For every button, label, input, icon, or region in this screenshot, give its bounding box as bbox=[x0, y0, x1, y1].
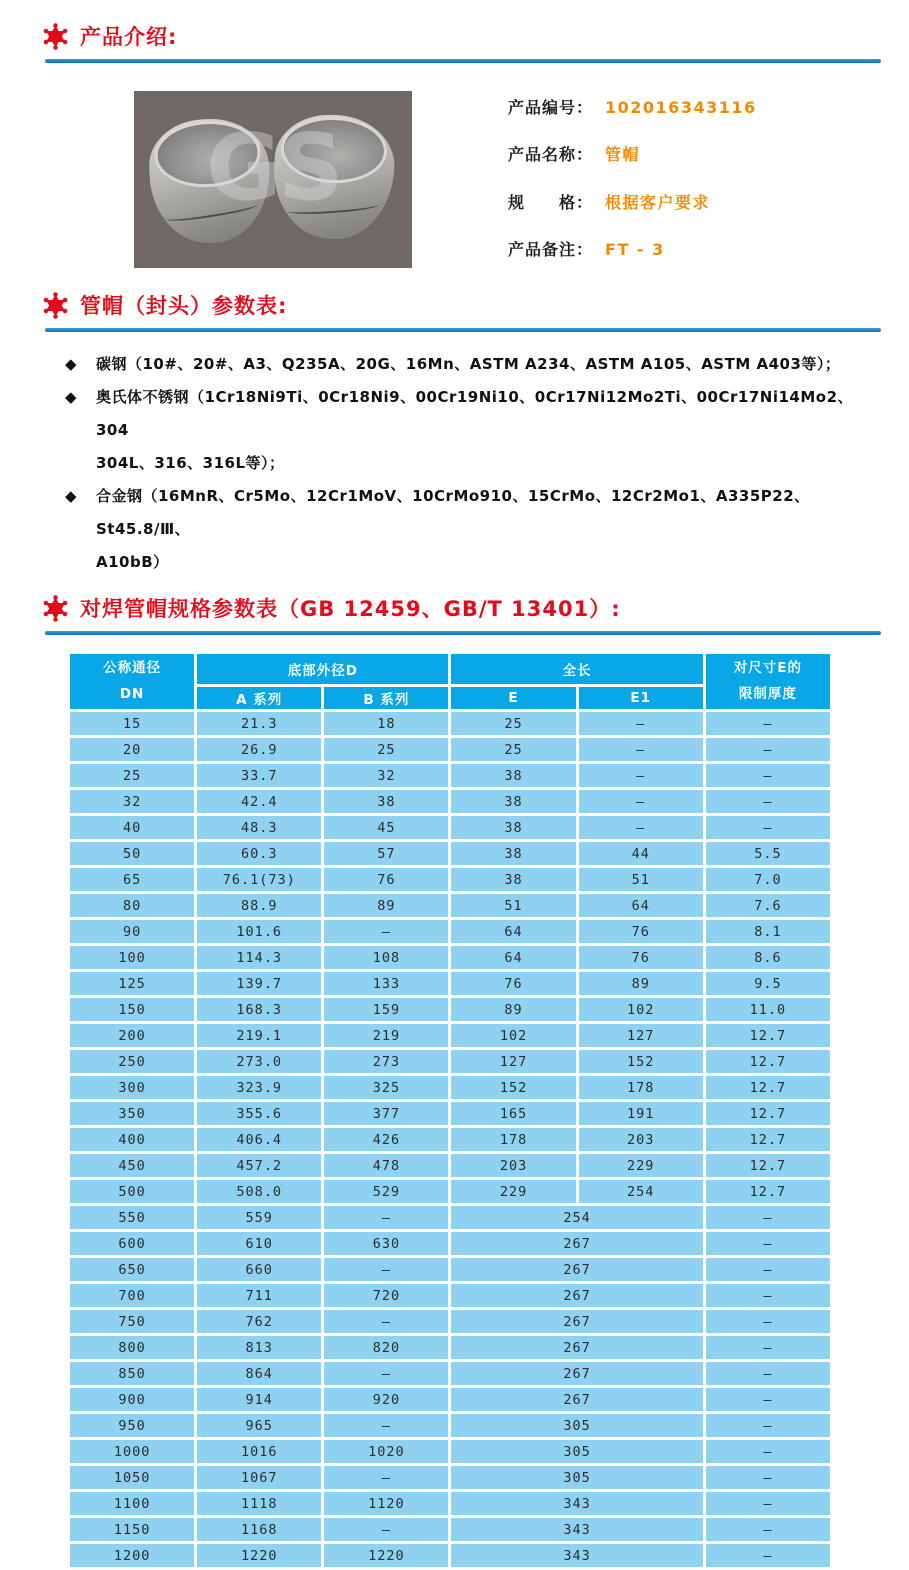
table-cell: 426 bbox=[324, 1128, 448, 1151]
table-row bbox=[70, 1024, 830, 1047]
product-photo bbox=[134, 91, 412, 268]
table-cell: 267 bbox=[451, 1258, 702, 1281]
table-cell: 76.1(73) bbox=[197, 868, 321, 891]
material-text: 合金钢（16MnR、Cr5Mo、12Cr1MoV、10CrMo910、15CrMo、12Cr2Mo1、A335P22、St45.8/Ⅲ、 A10bB） bbox=[96, 487, 810, 571]
table-cell: 12.7 bbox=[706, 1128, 830, 1151]
table-cell: 1220 bbox=[197, 1544, 321, 1567]
field-value: FT - 3 bbox=[605, 239, 665, 259]
table-cell: – bbox=[706, 1518, 830, 1541]
table-row bbox=[70, 1128, 830, 1151]
table-cell: 305 bbox=[451, 1466, 702, 1489]
table-cell: 25 bbox=[451, 712, 575, 735]
table-cell: 76 bbox=[579, 920, 703, 943]
table-cell: 660 bbox=[197, 1258, 321, 1281]
product-block bbox=[134, 91, 909, 268]
table-cell: – bbox=[706, 1284, 830, 1307]
table-cell: 57 bbox=[324, 842, 448, 865]
table-cell: 50 bbox=[70, 842, 194, 865]
table-cell: 150 bbox=[70, 998, 194, 1021]
table-row bbox=[70, 842, 830, 865]
table-row bbox=[70, 1440, 830, 1463]
table-cell: 229 bbox=[451, 1180, 575, 1203]
pipe-cap-left bbox=[147, 116, 273, 246]
table-cell: 125 bbox=[70, 972, 194, 995]
table-cell: 127 bbox=[451, 1050, 575, 1073]
table-cell: 305 bbox=[451, 1440, 702, 1463]
table-cell: – bbox=[706, 764, 830, 787]
table-cell: 38 bbox=[451, 764, 575, 787]
diamond-bullet-icon: ◆ bbox=[65, 487, 77, 505]
table-cell: 750 bbox=[70, 1310, 194, 1333]
table-cell: 559 bbox=[197, 1206, 321, 1229]
table-cell: 60.3 bbox=[197, 842, 321, 865]
table-cell: 21.3 bbox=[197, 712, 321, 735]
table-cell: 250 bbox=[70, 1050, 194, 1073]
table-cell: 12.7 bbox=[706, 1154, 830, 1177]
field-value: 102016343116 bbox=[605, 98, 757, 117]
table-cell: 965 bbox=[197, 1414, 321, 1437]
table-cell: 406.4 bbox=[197, 1128, 321, 1151]
section-divider bbox=[45, 59, 881, 63]
table-cell: 64 bbox=[451, 946, 575, 969]
table-cell: 159 bbox=[324, 998, 448, 1021]
table-row bbox=[70, 946, 830, 969]
spec-table bbox=[67, 651, 833, 1570]
table-cell: 1150 bbox=[70, 1518, 194, 1541]
table-cell: 32 bbox=[324, 764, 448, 787]
table-cell: 529 bbox=[324, 1180, 448, 1203]
table-cell: 12.7 bbox=[706, 1102, 830, 1125]
table-cell: 65 bbox=[70, 868, 194, 891]
table-cell: 168.3 bbox=[197, 998, 321, 1021]
table-row bbox=[70, 1050, 830, 1073]
section-title-spec-table: 对焊管帽规格参数表（GB 12459、GB/T 13401）: bbox=[80, 597, 621, 621]
table-cell: 400 bbox=[70, 1128, 194, 1151]
table-cell: 152 bbox=[579, 1050, 703, 1073]
star-icon bbox=[42, 292, 69, 319]
material-text: 奥氏体不锈钢（1Cr18Ni9Ti、0Cr18Ni9、00Cr19Ni10、0Cr17Ni12Mo2Ti、00Cr17Ni14Mo2、304 304L、316、316L等）； bbox=[96, 388, 854, 472]
col-header-limit-thickness: 对尺寸E的 限制厚度 bbox=[706, 654, 830, 709]
table-cell: 478 bbox=[324, 1154, 448, 1177]
table-cell: – bbox=[706, 1362, 830, 1385]
table-cell: 89 bbox=[579, 972, 703, 995]
table-cell: 45 bbox=[324, 816, 448, 839]
table-cell: 25 bbox=[451, 738, 575, 761]
table-cell: – bbox=[706, 1492, 830, 1515]
table-cell: – bbox=[324, 1518, 448, 1541]
table-cell: 9.5 bbox=[706, 972, 830, 995]
table-cell: – bbox=[324, 1466, 448, 1489]
table-cell: 219 bbox=[324, 1024, 448, 1047]
table-row bbox=[70, 1518, 830, 1541]
material-item bbox=[65, 381, 869, 480]
table-cell: 355.6 bbox=[197, 1102, 321, 1125]
table-cell: – bbox=[706, 1310, 830, 1333]
table-cell: 273.0 bbox=[197, 1050, 321, 1073]
table-cell: – bbox=[324, 1206, 448, 1229]
diamond-bullet-icon: ◆ bbox=[65, 388, 77, 406]
table-cell: 450 bbox=[70, 1154, 194, 1177]
table-cell: 38 bbox=[451, 842, 575, 865]
table-cell: 800 bbox=[70, 1336, 194, 1359]
product-info bbox=[508, 91, 757, 268]
table-row bbox=[70, 1284, 830, 1307]
table-cell: 1200 bbox=[70, 1544, 194, 1567]
table-row bbox=[70, 738, 830, 761]
table-cell: 178 bbox=[451, 1128, 575, 1151]
table-cell: 343 bbox=[451, 1492, 702, 1515]
field-value: 根据客户要求 bbox=[605, 192, 711, 212]
table-row bbox=[70, 1466, 830, 1489]
spec-table-header bbox=[70, 654, 830, 709]
table-cell: 630 bbox=[324, 1232, 448, 1255]
table-cell: 38 bbox=[324, 790, 448, 813]
table-cell: 203 bbox=[451, 1154, 575, 1177]
table-cell: 711 bbox=[197, 1284, 321, 1307]
field-label: 规 格： bbox=[508, 192, 594, 212]
table-cell: – bbox=[706, 1414, 830, 1437]
table-cell: 7.0 bbox=[706, 868, 830, 891]
table-cell: – bbox=[706, 1388, 830, 1411]
table-cell: 20 bbox=[70, 738, 194, 761]
table-cell: 500 bbox=[70, 1180, 194, 1203]
table-cell: 610 bbox=[197, 1232, 321, 1255]
table-cell: 325 bbox=[324, 1076, 448, 1099]
table-cell: 88.9 bbox=[197, 894, 321, 917]
table-row bbox=[70, 1414, 830, 1437]
table-cell: 1100 bbox=[70, 1492, 194, 1515]
table-cell: 26.9 bbox=[197, 738, 321, 761]
section-header-spec-table bbox=[42, 579, 909, 623]
materials-list bbox=[65, 348, 869, 579]
table-cell: 203 bbox=[579, 1128, 703, 1151]
table-cell: 64 bbox=[451, 920, 575, 943]
table-cell: 38 bbox=[451, 790, 575, 813]
table-cell: 178 bbox=[579, 1076, 703, 1099]
field-value: 管帽 bbox=[605, 145, 641, 165]
table-cell: 38 bbox=[451, 816, 575, 839]
table-cell: 1067 bbox=[197, 1466, 321, 1489]
table-cell: 267 bbox=[451, 1336, 702, 1359]
table-cell: 11.0 bbox=[706, 998, 830, 1021]
table-cell: 200 bbox=[70, 1024, 194, 1047]
product-field-name bbox=[508, 142, 757, 165]
table-cell: 864 bbox=[197, 1362, 321, 1385]
table-cell: – bbox=[706, 738, 830, 761]
table-cell: 90 bbox=[70, 920, 194, 943]
table-cell: 15 bbox=[70, 712, 194, 735]
table-cell: 267 bbox=[451, 1232, 702, 1255]
section-header-intro bbox=[42, 0, 909, 51]
table-cell: 813 bbox=[197, 1336, 321, 1359]
field-label: 产品备注： bbox=[508, 239, 594, 259]
table-cell: – bbox=[579, 764, 703, 787]
table-cell: – bbox=[324, 920, 448, 943]
table-cell: – bbox=[324, 1414, 448, 1437]
table-cell: 600 bbox=[70, 1232, 194, 1255]
table-cell: 850 bbox=[70, 1362, 194, 1385]
table-cell: – bbox=[706, 712, 830, 735]
table-row bbox=[70, 1180, 830, 1203]
table-cell: 8.1 bbox=[706, 920, 830, 943]
table-cell: – bbox=[324, 1362, 448, 1385]
table-cell: 1020 bbox=[324, 1440, 448, 1463]
table-cell: 900 bbox=[70, 1388, 194, 1411]
table-cell: 80 bbox=[70, 894, 194, 917]
table-cell: 273 bbox=[324, 1050, 448, 1073]
table-cell: 8.6 bbox=[706, 946, 830, 969]
table-cell: 254 bbox=[579, 1180, 703, 1203]
table-cell: 343 bbox=[451, 1544, 702, 1567]
table-cell: 219.1 bbox=[197, 1024, 321, 1047]
table-cell: 165 bbox=[451, 1102, 575, 1125]
table-cell: 950 bbox=[70, 1414, 194, 1437]
col-header-dn: 公称通径 DN bbox=[70, 654, 194, 709]
table-cell: 305 bbox=[451, 1414, 702, 1437]
table-cell: 650 bbox=[70, 1258, 194, 1281]
table-cell: 64 bbox=[579, 894, 703, 917]
table-row bbox=[70, 998, 830, 1021]
table-cell: 1016 bbox=[197, 1440, 321, 1463]
table-cell: 267 bbox=[451, 1310, 702, 1333]
table-cell: 89 bbox=[451, 998, 575, 1021]
table-cell: 139.7 bbox=[197, 972, 321, 995]
material-item bbox=[65, 480, 869, 579]
table-row bbox=[70, 1388, 830, 1411]
table-cell: 1118 bbox=[197, 1492, 321, 1515]
table-cell: 12.7 bbox=[706, 1024, 830, 1047]
table-row bbox=[70, 1232, 830, 1255]
table-cell: 457.2 bbox=[197, 1154, 321, 1177]
table-cell: 133 bbox=[324, 972, 448, 995]
table-cell: 12.7 bbox=[706, 1180, 830, 1203]
table-row bbox=[70, 920, 830, 943]
table-cell: 12.7 bbox=[706, 1050, 830, 1073]
section-divider bbox=[45, 631, 881, 635]
diamond-bullet-icon: ◆ bbox=[65, 355, 77, 373]
table-cell: 76 bbox=[324, 868, 448, 891]
table-cell: 48.3 bbox=[197, 816, 321, 839]
table-row bbox=[70, 1544, 830, 1567]
table-cell: 343 bbox=[451, 1518, 702, 1541]
section-title-params: 管帽（封头）参数表: bbox=[80, 294, 288, 318]
table-cell: 5.5 bbox=[706, 842, 830, 865]
table-cell: 101.6 bbox=[197, 920, 321, 943]
table-cell: 700 bbox=[70, 1284, 194, 1307]
table-cell: – bbox=[324, 1258, 448, 1281]
table-cell: – bbox=[579, 816, 703, 839]
table-row bbox=[70, 1102, 830, 1125]
table-cell: – bbox=[706, 1336, 830, 1359]
table-row bbox=[70, 816, 830, 839]
table-row bbox=[70, 764, 830, 787]
table-cell: – bbox=[706, 816, 830, 839]
table-cell: 38 bbox=[451, 868, 575, 891]
table-cell: 51 bbox=[579, 868, 703, 891]
table-cell: 1120 bbox=[324, 1492, 448, 1515]
table-cell: 40 bbox=[70, 816, 194, 839]
table-cell: 12.7 bbox=[706, 1076, 830, 1099]
pipe-cap-right bbox=[272, 113, 396, 241]
table-cell: 762 bbox=[197, 1310, 321, 1333]
field-label: 产品编号： bbox=[508, 98, 594, 117]
section-title-intro: 产品介绍: bbox=[80, 25, 178, 49]
photo-watermark: GS bbox=[206, 114, 340, 221]
table-cell: – bbox=[579, 712, 703, 735]
product-field-spec bbox=[508, 190, 757, 213]
table-cell: 350 bbox=[70, 1102, 194, 1125]
table-cell: 267 bbox=[451, 1388, 702, 1411]
table-cell: 7.6 bbox=[706, 894, 830, 917]
col-header-outer-diameter: 底部外径D bbox=[197, 654, 448, 684]
table-cell: – bbox=[706, 1232, 830, 1255]
col-header-length: 全长 bbox=[451, 654, 702, 684]
table-cell: 33.7 bbox=[197, 764, 321, 787]
table-cell: – bbox=[706, 1544, 830, 1567]
table-cell: 100 bbox=[70, 946, 194, 969]
table-cell: – bbox=[579, 790, 703, 813]
table-row bbox=[70, 1492, 830, 1515]
table-cell: – bbox=[706, 1258, 830, 1281]
table-cell: 25 bbox=[324, 738, 448, 761]
star-icon bbox=[42, 595, 69, 622]
section-header-params bbox=[42, 268, 909, 320]
table-cell: 127 bbox=[579, 1024, 703, 1047]
table-cell: 229 bbox=[579, 1154, 703, 1177]
table-row bbox=[70, 1154, 830, 1177]
col-header-series-a: A 系列 bbox=[197, 687, 321, 709]
table-cell: 51 bbox=[451, 894, 575, 917]
table-cell: 508.0 bbox=[197, 1180, 321, 1203]
star-icon bbox=[42, 23, 69, 50]
table-cell: 920 bbox=[324, 1388, 448, 1411]
table-cell: 323.9 bbox=[197, 1076, 321, 1099]
table-cell: 1220 bbox=[324, 1544, 448, 1567]
table-cell: 914 bbox=[197, 1388, 321, 1411]
table-cell: 300 bbox=[70, 1076, 194, 1099]
material-text: 碳钢（10#、20#、A3、Q235A、20G、16Mn、ASTM A234、ASTM A105、ASTM A403等）； bbox=[96, 355, 841, 373]
table-row bbox=[70, 790, 830, 813]
col-header-e: E bbox=[451, 687, 575, 709]
table-cell: 76 bbox=[451, 972, 575, 995]
table-cell: 76 bbox=[579, 946, 703, 969]
table-cell: 1168 bbox=[197, 1518, 321, 1541]
table-cell: 102 bbox=[451, 1024, 575, 1047]
product-field-remark bbox=[508, 237, 757, 260]
table-row bbox=[70, 1336, 830, 1359]
table-cell: 114.3 bbox=[197, 946, 321, 969]
table-cell: 44 bbox=[579, 842, 703, 865]
product-field-code bbox=[508, 95, 757, 118]
table-cell: – bbox=[706, 1206, 830, 1229]
section-divider bbox=[45, 328, 881, 332]
table-cell: 152 bbox=[451, 1076, 575, 1099]
table-cell: – bbox=[706, 1466, 830, 1489]
table-cell: 820 bbox=[324, 1336, 448, 1359]
table-row bbox=[70, 1310, 830, 1333]
table-row bbox=[70, 894, 830, 917]
col-header-series-b: B 系列 bbox=[324, 687, 448, 709]
table-cell: 89 bbox=[324, 894, 448, 917]
field-label: 产品名称： bbox=[508, 145, 594, 165]
table-row bbox=[70, 972, 830, 995]
table-row bbox=[70, 1076, 830, 1099]
table-cell: 550 bbox=[70, 1206, 194, 1229]
table-cell: – bbox=[579, 738, 703, 761]
table-cell: 42.4 bbox=[197, 790, 321, 813]
table-row bbox=[70, 868, 830, 891]
table-cell: 377 bbox=[324, 1102, 448, 1125]
table-cell: 32 bbox=[70, 790, 194, 813]
table-cell: 108 bbox=[324, 946, 448, 969]
table-cell: 267 bbox=[451, 1284, 702, 1307]
table-cell: 1050 bbox=[70, 1466, 194, 1489]
table-cell: 18 bbox=[324, 712, 448, 735]
table-row bbox=[70, 712, 830, 735]
table-row bbox=[70, 1258, 830, 1281]
col-header-e1: E1 bbox=[579, 687, 703, 709]
table-cell: 1000 bbox=[70, 1440, 194, 1463]
table-cell: 191 bbox=[579, 1102, 703, 1125]
material-item bbox=[65, 348, 869, 381]
table-cell: – bbox=[324, 1310, 448, 1333]
table-cell: 254 bbox=[451, 1206, 702, 1229]
table-cell: – bbox=[706, 790, 830, 813]
spec-table-body bbox=[70, 712, 830, 1567]
table-cell: 25 bbox=[70, 764, 194, 787]
table-cell: – bbox=[706, 1440, 830, 1463]
table-cell: 267 bbox=[451, 1362, 702, 1385]
table-row bbox=[70, 1362, 830, 1385]
table-cell: 102 bbox=[579, 998, 703, 1021]
table-row bbox=[70, 1206, 830, 1229]
table-cell: 720 bbox=[324, 1284, 448, 1307]
